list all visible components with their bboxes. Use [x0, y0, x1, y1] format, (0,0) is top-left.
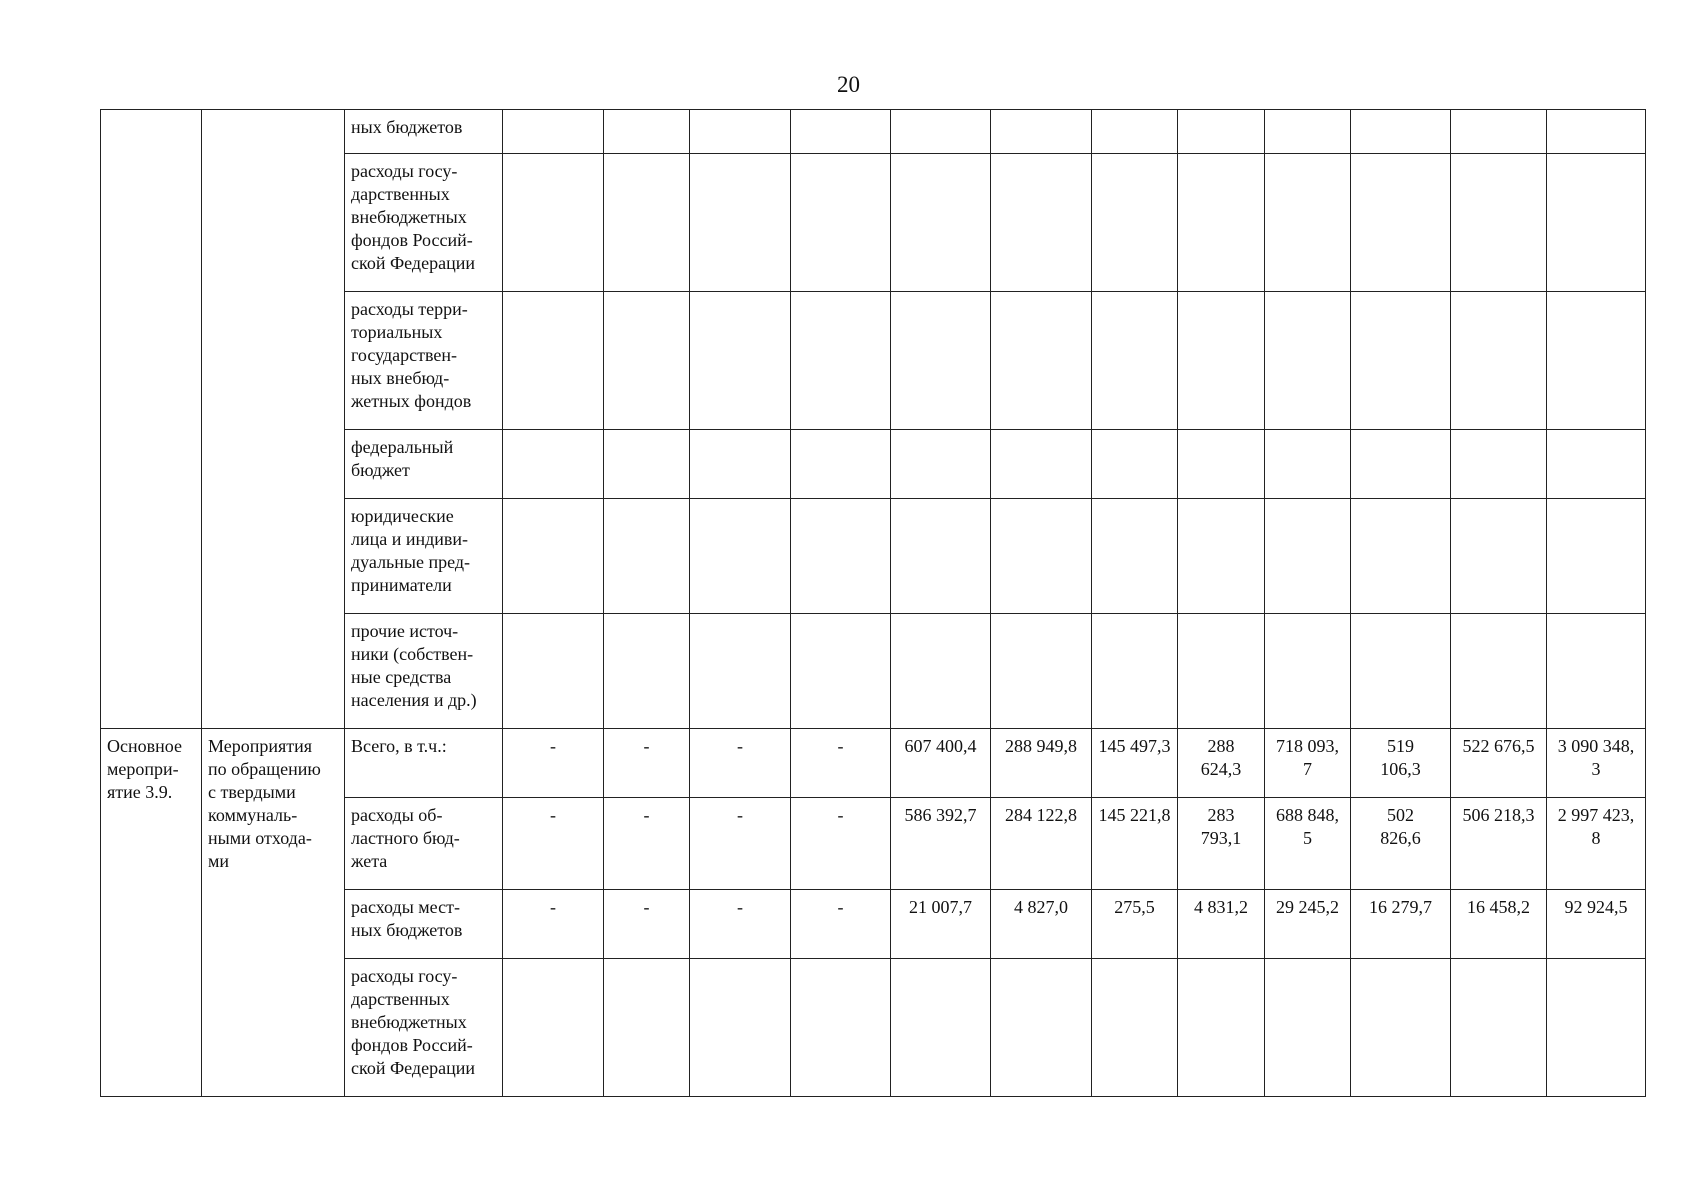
value-cell	[1178, 154, 1265, 292]
value-cell	[1451, 292, 1547, 430]
funding-source-cell	[345, 729, 503, 798]
value-cell	[690, 890, 791, 959]
value-cell	[1178, 614, 1265, 729]
value-cell	[1547, 729, 1646, 798]
text-line: Мероприятия	[208, 736, 313, 756]
value-cell	[791, 292, 891, 430]
value-cell	[1092, 959, 1178, 1097]
value-cell	[1092, 729, 1178, 798]
value-cell	[1547, 430, 1646, 499]
value-text: -	[737, 897, 743, 917]
value-text: -	[643, 805, 650, 825]
text-line: ных внебюд-	[351, 368, 450, 388]
funding-source-cell	[345, 614, 503, 729]
value-cell	[1451, 154, 1547, 292]
text-line: населения и др.)	[351, 690, 477, 710]
value-cell	[1265, 292, 1351, 430]
value-cell	[1451, 110, 1547, 154]
event-description-cell	[202, 729, 345, 1097]
value-text: 793,1	[1200, 828, 1242, 848]
value-cell	[991, 110, 1092, 154]
value-cell	[791, 890, 891, 959]
value-cell	[1451, 729, 1547, 798]
text-line: ластного бюд-	[351, 828, 460, 848]
value-text: 5	[1303, 828, 1312, 848]
value-cell	[1547, 154, 1646, 292]
text-line: жета	[351, 851, 388, 871]
value-text: 506 218,3	[1462, 805, 1535, 825]
value-text: 29 245,2	[1276, 897, 1339, 917]
value-text: -	[837, 897, 844, 917]
text-line: юридические	[351, 506, 454, 526]
text-line: ных бюджетов	[351, 920, 463, 940]
value-cell	[503, 430, 604, 499]
value-cell	[604, 430, 690, 499]
value-cell	[1178, 430, 1265, 499]
value-cell	[690, 729, 791, 798]
text-line: фондов Россий-	[351, 1035, 473, 1055]
value-cell	[1265, 614, 1351, 729]
value-text: 288 949,8	[1005, 736, 1077, 756]
value-cell	[604, 729, 690, 798]
value-cell	[791, 154, 891, 292]
text-line: ные средства	[351, 667, 452, 687]
value-cell	[604, 110, 690, 154]
value-cell	[791, 959, 891, 1097]
value-cell	[1092, 110, 1178, 154]
value-cell	[1092, 154, 1178, 292]
value-cell	[1351, 890, 1451, 959]
value-cell	[690, 154, 791, 292]
text-line: Основное	[107, 736, 182, 756]
value-cell	[1351, 798, 1451, 890]
text-line: меропри-	[107, 759, 179, 779]
value-cell	[1351, 614, 1451, 729]
value-text: 4 827,0	[1014, 897, 1068, 917]
value-text: 3 090 348,	[1557, 736, 1635, 756]
value-text: 145 497,3	[1098, 736, 1171, 756]
value-cell	[1351, 729, 1451, 798]
value-cell	[690, 499, 791, 614]
value-cell	[891, 154, 991, 292]
text-line: коммуналь-	[208, 805, 298, 825]
funding-source-cell	[345, 890, 503, 959]
value-cell	[1178, 499, 1265, 614]
text-line: приниматели	[351, 575, 452, 595]
value-cell	[791, 729, 891, 798]
value-cell	[891, 499, 991, 614]
value-cell	[604, 798, 690, 890]
value-cell	[1547, 614, 1646, 729]
value-cell	[1547, 499, 1646, 614]
value-text: -	[737, 736, 743, 756]
value-cell	[791, 499, 891, 614]
value-cell	[1178, 959, 1265, 1097]
event-description-cell	[202, 110, 345, 729]
value-text: 718 093,	[1276, 736, 1339, 756]
value-cell	[503, 110, 604, 154]
value-cell	[690, 959, 791, 1097]
table-row	[101, 729, 1646, 798]
text-line: расходы мест-	[351, 897, 460, 917]
value-text: 3	[1591, 759, 1601, 779]
text-line: ники (собствен-	[351, 644, 474, 664]
value-cell	[503, 729, 604, 798]
text-line: внебюджетных	[351, 207, 467, 227]
value-cell	[1351, 430, 1451, 499]
value-cell	[1451, 430, 1547, 499]
event-name-cell	[101, 110, 202, 729]
value-cell	[791, 430, 891, 499]
value-text: 16 279,7	[1369, 897, 1432, 917]
value-cell	[604, 890, 690, 959]
value-cell	[891, 292, 991, 430]
text-line: расходы терри-	[351, 299, 468, 319]
text-line: расходы об-	[351, 805, 443, 825]
value-cell	[991, 729, 1092, 798]
value-cell	[991, 890, 1092, 959]
value-cell	[1178, 890, 1265, 959]
value-text: 688 848,	[1276, 805, 1339, 825]
value-cell	[1351, 110, 1451, 154]
value-text: 16 458,2	[1467, 897, 1530, 917]
value-cell	[1451, 798, 1547, 890]
text-line: прочие источ-	[351, 621, 459, 641]
value-cell	[1092, 614, 1178, 729]
value-cell	[1265, 430, 1351, 499]
text-line: фондов Россий-	[351, 230, 473, 250]
value-cell	[891, 890, 991, 959]
text-line: по обращению	[208, 759, 321, 779]
text-line: жетных фондов	[351, 391, 472, 411]
value-text: 7	[1303, 759, 1312, 779]
value-cell	[1092, 430, 1178, 499]
value-text: 624,3	[1200, 759, 1242, 779]
value-cell	[604, 154, 690, 292]
value-cell	[1351, 154, 1451, 292]
value-cell	[503, 614, 604, 729]
text-line: дуальные пред-	[351, 552, 471, 572]
value-text: 21 007,7	[909, 897, 972, 917]
text-line: ской Федерации	[351, 1058, 475, 1078]
value-cell	[1451, 614, 1547, 729]
value-cell	[1178, 292, 1265, 430]
value-text: 502	[1387, 805, 1414, 825]
funding-source-cell	[345, 110, 503, 154]
event-name-cell	[101, 729, 202, 1097]
value-cell	[891, 110, 991, 154]
text-line: государствен-	[351, 345, 458, 365]
value-cell	[1351, 292, 1451, 430]
table-row	[101, 110, 1646, 154]
value-text: -	[550, 897, 556, 917]
value-text: -	[643, 897, 650, 917]
value-cell	[1092, 499, 1178, 614]
text-line: расходы госу-	[351, 966, 458, 986]
value-cell	[1547, 110, 1646, 154]
text-line: с твердыми	[208, 782, 296, 802]
value-cell	[1351, 499, 1451, 614]
value-text: 288	[1207, 736, 1235, 756]
text-line: внебюджетных	[351, 1012, 467, 1032]
table-body	[101, 110, 1646, 1097]
value-cell	[891, 430, 991, 499]
page-number: 20	[837, 72, 860, 97]
funding-source-cell	[345, 430, 503, 499]
text-line: ми	[208, 851, 230, 871]
value-cell	[503, 292, 604, 430]
text-line: ных бюджетов	[351, 117, 463, 137]
text-line: дарственных	[351, 989, 450, 1009]
value-text: 145 221,8	[1098, 805, 1171, 825]
value-text: 106,3	[1380, 759, 1421, 779]
text-line: расходы госу-	[351, 161, 458, 181]
value-cell	[503, 154, 604, 292]
value-cell	[1092, 890, 1178, 959]
value-cell	[604, 614, 690, 729]
value-cell	[1265, 154, 1351, 292]
value-cell	[991, 499, 1092, 614]
value-cell	[891, 959, 991, 1097]
value-cell	[1547, 798, 1646, 890]
value-cell	[1265, 110, 1351, 154]
value-text: -	[550, 805, 556, 825]
value-cell	[1265, 798, 1351, 890]
value-cell	[1265, 499, 1351, 614]
value-cell	[1178, 729, 1265, 798]
funding-source-cell	[345, 154, 503, 292]
value-cell	[503, 798, 604, 890]
value-cell	[503, 499, 604, 614]
text-line: федеральный	[351, 437, 454, 457]
value-cell	[503, 890, 604, 959]
value-text: 283	[1207, 805, 1235, 825]
funding-source-cell	[345, 798, 503, 890]
value-cell	[991, 154, 1092, 292]
value-cell	[1265, 729, 1351, 798]
text-line: ными отхода-	[208, 828, 312, 848]
value-cell	[891, 729, 991, 798]
text-line: бюджет	[351, 460, 410, 480]
text-line: ториальных	[351, 322, 443, 342]
value-text: 519	[1387, 736, 1414, 756]
value-cell	[891, 614, 991, 729]
value-text: 92 924,5	[1564, 897, 1628, 917]
value-cell	[1178, 798, 1265, 890]
text-line: Всего, в т.ч.:	[351, 736, 447, 756]
value-cell	[791, 614, 891, 729]
value-text: -	[643, 736, 650, 756]
value-text: 8	[1591, 828, 1601, 848]
value-cell	[690, 430, 791, 499]
value-text: 586 392,7	[904, 805, 977, 825]
value-text: -	[837, 805, 844, 825]
value-text: 284 122,8	[1005, 805, 1077, 825]
value-text: 607 400,4	[904, 736, 977, 756]
value-cell	[991, 959, 1092, 1097]
value-cell	[604, 499, 690, 614]
value-cell	[604, 959, 690, 1097]
value-text: 4 831,2	[1194, 897, 1248, 917]
value-text: -	[550, 736, 556, 756]
value-text: 522 676,5	[1462, 736, 1535, 756]
value-cell	[1451, 499, 1547, 614]
value-cell	[690, 614, 791, 729]
value-cell	[1451, 959, 1547, 1097]
value-text: -	[737, 805, 743, 825]
value-cell	[1547, 890, 1646, 959]
value-cell	[791, 798, 891, 890]
value-cell	[891, 798, 991, 890]
value-cell	[1265, 890, 1351, 959]
value-cell	[991, 614, 1092, 729]
value-cell	[604, 292, 690, 430]
value-cell	[1092, 292, 1178, 430]
funding-source-cell	[345, 292, 503, 430]
budget-table	[100, 109, 1646, 1097]
funding-source-cell	[345, 499, 503, 614]
value-cell	[1265, 959, 1351, 1097]
value-cell	[1547, 292, 1646, 430]
value-cell	[503, 959, 604, 1097]
value-cell	[991, 798, 1092, 890]
value-text: -	[837, 736, 844, 756]
value-cell	[690, 110, 791, 154]
value-text: 2 997 423,	[1557, 805, 1635, 825]
value-cell	[791, 110, 891, 154]
value-cell	[991, 430, 1092, 499]
value-cell	[1351, 959, 1451, 1097]
value-text: 275,5	[1114, 897, 1155, 917]
value-cell	[1178, 110, 1265, 154]
value-cell	[690, 292, 791, 430]
value-cell	[1092, 798, 1178, 890]
value-cell	[1547, 959, 1646, 1097]
value-cell	[690, 798, 791, 890]
value-text: 826,6	[1380, 828, 1421, 848]
text-line: ской Федерации	[351, 253, 475, 273]
value-cell	[991, 292, 1092, 430]
text-line: лица и индиви-	[351, 529, 469, 549]
value-cell	[1451, 890, 1547, 959]
text-line: дарственных	[351, 184, 450, 204]
funding-source-cell	[345, 959, 503, 1097]
text-line: ятие 3.9.	[107, 782, 173, 802]
